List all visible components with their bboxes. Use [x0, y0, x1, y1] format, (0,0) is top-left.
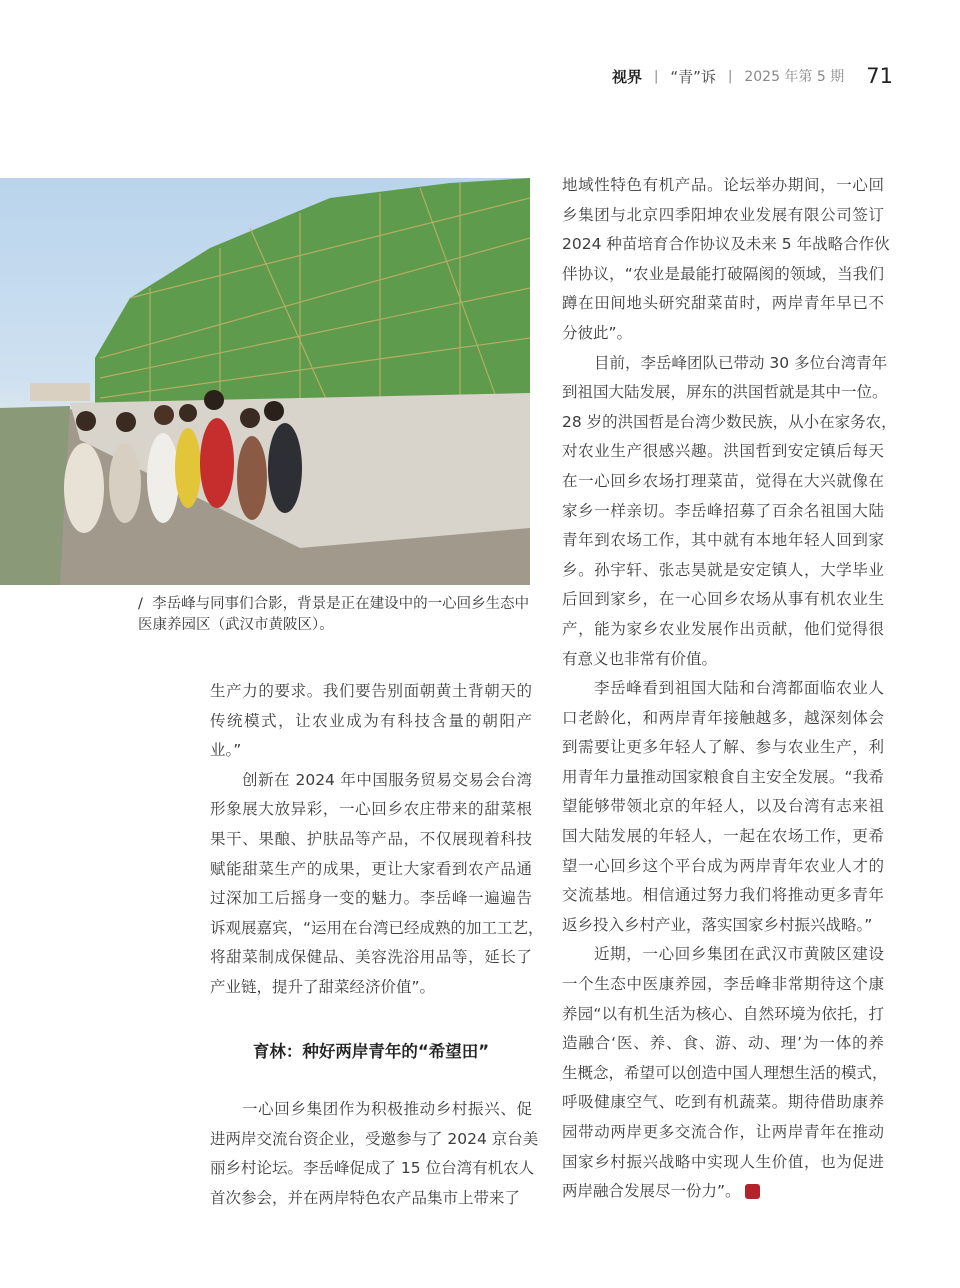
text-line: 到需要让更多年轻人了解、参与农业生产，利 [562, 738, 884, 757]
text-line: 伴协议，“农业是最能打破隔阂的领域，当我们 [562, 264, 884, 283]
paragraph [562, 171, 890, 349]
text-line: 传统模式，让农业成为有科技含量的朝阳产 [210, 711, 532, 730]
left-column-body-2 [210, 1095, 539, 1213]
text-line: 到祖国大陆发展，屏东的洪国哲就是其中一位。 [562, 383, 888, 402]
caption-marker: / [138, 596, 143, 612]
paragraph [562, 940, 888, 1206]
caption-text: 李岳峰与同事们合影，背景是正在建设中的一心回乡生态中医康养园区（武汉市黄陂区）。 [138, 596, 530, 633]
photo-illustration [0, 178, 530, 585]
text-line: 分彼此”。 [562, 323, 633, 342]
text-line: 国大陆发展的年轻人，一起在农场工作，更希 [562, 827, 884, 846]
text-line: 首次参会，并在两岸特色农产品集市上带来了 [210, 1188, 521, 1207]
text-line: 目前，李岳峰团队已带动 30 多位台湾青年 [594, 353, 888, 372]
photo-caption [138, 594, 538, 636]
text-line: 生产力的要求。我们要告别面朝黄土背朝天的 [210, 682, 532, 700]
text-line: 青年到农场工作，其中就有本地年轻人回到家 [562, 531, 884, 550]
text-line: 后回到家乡，在一心回乡农场从事有机农业生 [562, 590, 884, 609]
magazine-section: 视界 [612, 67, 643, 86]
text-line: 诉观展嘉宾，“运用在台湾已经成熟的加工工艺， [210, 918, 544, 937]
text-line: 过深加工后摇身一变的魅力。李岳峰一遍遍告 [210, 889, 532, 908]
running-header [612, 64, 893, 88]
paragraph [562, 349, 897, 675]
text-line: 将甜菜制成保健品、美容洗浴用品等，延长了 [210, 948, 532, 967]
text-line: 乡。孙宇轩、张志昊就是安定镇人，大学毕业 [562, 560, 884, 579]
text-line: 赋能甜菜生产的成果，更让大家看到农产品通 [210, 859, 532, 878]
paragraph [210, 677, 532, 766]
text-line: 业。” [210, 741, 242, 760]
text-line: 口老龄化，和两岸青年接触越多，越深刻体会 [562, 708, 884, 727]
text-line: 望一心回乡这个平台成为两岸青年农业人才的 [562, 856, 884, 875]
divider: | [654, 68, 659, 84]
text-line: 返乡投入乡村产业，落实国家乡村振兴战略。” [562, 915, 873, 934]
text-line: 养园“以有机生活为核心、自然环境为依托，打 [562, 1004, 884, 1023]
text-line: 果干、果酿、护肤品等产品，不仅展现着科技 [210, 829, 532, 848]
divider: | [727, 68, 733, 84]
text-line: 生概念，希望可以创造中国人理想生活的模式， [562, 1063, 888, 1082]
text-line: 地域性特色有机产品。论坛举办期间，一心回 [562, 176, 884, 194]
text-line: 在一心回乡农场打理菜苗，觉得在大兴就像在 [562, 471, 884, 490]
text-line: 国家乡村振兴战略中实现人生价值，也为促进 [562, 1152, 884, 1171]
text-line: 一个生态中医康养园，李岳峰非常期待这个康 [562, 975, 884, 994]
text-line: 丽乡村论坛。李岳峰促成了 15 位台湾有机农人 [210, 1159, 535, 1178]
left-column-body [210, 677, 544, 1003]
group-photo [0, 178, 530, 585]
text-line: 产业链，提升了甜菜经济价值”。 [210, 977, 436, 996]
text-line: 创新在 2024 年中国服务贸易交易会台湾 [242, 770, 532, 789]
paragraph [562, 674, 884, 940]
text-line: 交流基地。相信通过努力我们将推动更多青年 [562, 886, 884, 905]
text-line: 造融合‘医、养、食、游、动、理’为一体的养 [562, 1034, 884, 1053]
text-line: 对农业生产很感兴趣。洪国哲到安定镇后每天 [562, 442, 884, 461]
text-line: 28 岁的洪国哲是台湾少数民族，从小在家务农， [562, 412, 897, 431]
end-seal-icon [745, 1184, 760, 1199]
text-line: 李岳峰看到祖国大陆和台湾都面临农业人 [594, 679, 884, 698]
text-line: 乡集团与北京四季阳坤农业发展有限公司签订 [562, 205, 884, 224]
text-line: 有意义也非常有价值。 [562, 649, 718, 668]
page-number: 71 [866, 64, 893, 88]
right-column-body [562, 171, 897, 1207]
section-heading: 育林：种好两岸青年的“希望田” [252, 1042, 490, 1061]
issue-label: 2025 年第 5 期 [744, 69, 845, 85]
paragraph [210, 766, 544, 1003]
text-line: 产，能为家乡农业发展作出贡献，他们觉得很 [562, 619, 884, 638]
text-line: 园带动两岸更多交流合作，让两岸青年在推动 [562, 1123, 884, 1141]
text-line: 望能够带领北京的年轻人，以及台湾有志来祖 [562, 797, 884, 816]
text-line: 2024 种苗培育合作协议及未来 5 年战略合作伙 [562, 235, 890, 254]
text-line: 呼吸健康空气、吃到有机蔬菜。期待借助康养 [562, 1093, 884, 1112]
text-line: 进两岸交流台资企业，受邀参与了 2024 京台美 [210, 1129, 539, 1148]
text-line: 用青年力量推动国家粮食自主安全发展。“我希 [562, 767, 884, 786]
text-line: 形象展大放异彩，一心回乡农庄带来的甜菜根 [210, 800, 532, 819]
text-line: 一心回乡集团作为积极推动乡村振兴、促 [242, 1100, 532, 1118]
paragraph [210, 1095, 539, 1213]
column-name: “青”诉 [670, 67, 716, 86]
text-line: 蹲在田间地头研究甜菜苗时，两岸青年早已不 [562, 294, 884, 313]
text-line: 两岸融合发展尽一份力”。 [562, 1177, 884, 1207]
text-line: 家乡一样亲切。李岳峰招募了百余名祖国大陆 [562, 501, 884, 520]
text-line: 近期，一心回乡集团在武汉市黄陂区建设 [594, 945, 884, 964]
